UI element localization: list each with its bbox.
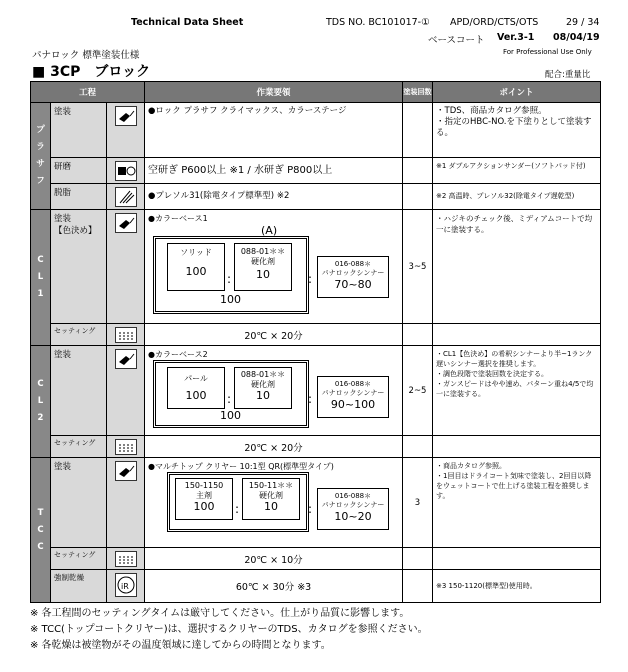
brand-spec: パナロック 標準塗装仕様 bbox=[32, 50, 140, 61]
cl1-setting-label: セッティング bbox=[51, 324, 107, 346]
section-tcc: TCC bbox=[31, 458, 51, 603]
cl2-total: 100 bbox=[220, 409, 242, 422]
tcc-mix-panel: ●マルチトップ クリヤー 10:1型 QR(標準型タイプ) 150-1150 主剤 100 : 150-11＊＊ 硬化剤 10 : 016-088＊ パナロックシンナー 10~20 bbox=[145, 458, 403, 548]
tcc-count: 3 bbox=[403, 458, 433, 548]
cl1-base-box: ソリッド 100 bbox=[167, 243, 225, 291]
cl2-work: ●カラーベース2 bbox=[148, 350, 208, 359]
tcc-work: ●マルチトップ クリヤー 10:1型 QR(標準型タイプ) bbox=[148, 462, 334, 471]
primer-spray-label: 塗装 bbox=[51, 103, 107, 158]
section-primer: プラサフ bbox=[31, 103, 51, 210]
primer-degrease-point: ※2 高温時、プレソル32(除電タイプ遅乾型) bbox=[433, 184, 601, 210]
spec-table bbox=[30, 81, 601, 603]
primer-sand-work: 空研ぎ P600以上 ※1 / 水研ぎ P800以上 bbox=[145, 158, 403, 184]
tcc-setting-work: 20℃ × 10分 bbox=[145, 548, 403, 570]
primer-spray-work: ●ロック プラサフ クライマックス、カラーステージ bbox=[145, 103, 403, 158]
cl1-group-label: (A) bbox=[261, 224, 278, 237]
version: Ver.3-1 bbox=[497, 32, 535, 43]
wipe-icon bbox=[107, 184, 145, 210]
cl1-hardener-box: 088-01＊＊ 硬化剤 10 bbox=[234, 243, 292, 291]
section-cl1: CL1 bbox=[31, 210, 51, 346]
tds-number: TDS NO. BC101017-① bbox=[326, 17, 430, 28]
cl2-setting-work: 20℃ × 20分 bbox=[145, 436, 403, 458]
col-count: 塗装回数 bbox=[403, 82, 433, 103]
cl2-thinner-box: 016-088＊ パナロックシンナー 90~100 bbox=[317, 376, 389, 418]
doc-code: APD/ORD/CTS/OTS bbox=[450, 17, 539, 28]
cl2-hardener-box: 088-01＊＊ 硬化剤 10 bbox=[234, 367, 292, 409]
cl1-total: 100 bbox=[220, 293, 242, 306]
tcc-spray-label: 塗装 bbox=[51, 458, 107, 548]
cl1-spray-label: 塗装 【色決め】 bbox=[51, 210, 107, 324]
date: 08/04/19 bbox=[553, 32, 600, 43]
spray-gun-icon bbox=[107, 103, 145, 158]
footnote-2: ※ TCC(トップコートクリヤー)は、選択するクリヤーのTDS、カタログを参照ください。 bbox=[30, 624, 428, 635]
cl1-work: ●カラーベース1 bbox=[148, 214, 208, 223]
footnote-3: ※ 各乾燥は被塗物がその温度領域に達してからの時間となります。 bbox=[30, 640, 331, 651]
pro-use-note: For Professional Use Only bbox=[503, 48, 592, 56]
cl2-base-box: パール 100 bbox=[167, 367, 225, 409]
ratio-note: 配合:重量比 bbox=[545, 70, 591, 80]
tcc-setting-label: セッティング bbox=[51, 548, 107, 570]
setting-icon bbox=[107, 324, 145, 346]
sander-icon bbox=[107, 158, 145, 184]
cl2-mix-panel: ●カラーベース2 パール 100 : 088-01＊＊ 硬化剤 10 100 : 016-088＊ パナロックシンナー 90~100 bbox=[145, 346, 403, 436]
cl1-count: 3~5 bbox=[403, 210, 433, 324]
primer-sand-point: ※1 ダブルアクションサンダー(ソフトパッド付) bbox=[433, 158, 601, 184]
tcc-thinner-box: 016-088＊ パナロックシンナー 10~20 bbox=[317, 488, 389, 530]
tcc-dry-work: 60℃ × 30分 ※3 bbox=[145, 570, 403, 603]
page-number: 29 / 34 bbox=[566, 17, 600, 28]
spray-gun-icon bbox=[107, 458, 145, 548]
tcc-point: ・商品カタログ参照。 ・1回目はドライコート気味で塗装し、2回目以降をウェットコートで仕上げる塗装工程を推奨します。 bbox=[433, 458, 601, 548]
infrared-dryer-icon bbox=[107, 570, 145, 603]
primer-spray-point: ・TDS、商品カタログ参照。 ・指定のHBC-NO.を下塗りとして塗装する。 bbox=[433, 103, 601, 158]
section-cl2: CL2 bbox=[31, 346, 51, 458]
spray-gun-icon bbox=[107, 210, 145, 324]
tcc-dry-point: ※3 150-1120(標準型)使用時。 bbox=[433, 570, 601, 603]
primer-degrease-label: 脱脂 bbox=[51, 184, 107, 210]
tcc-hardener-box: 150-11＊＊ 硬化剤 10 bbox=[242, 478, 300, 520]
section-title: ■ 3CP ブロック bbox=[32, 64, 151, 80]
cl2-setting-label: セッティング bbox=[51, 436, 107, 458]
setting-icon bbox=[107, 548, 145, 570]
primer-sand-label: 研磨 bbox=[51, 158, 107, 184]
spray-gun-icon bbox=[107, 346, 145, 436]
col-process: 工程 bbox=[31, 82, 145, 103]
svg-text:iR: iR bbox=[120, 582, 129, 591]
col-work: 作業要領 bbox=[145, 82, 403, 103]
cl2-point: ・CL1【色決め】の希釈シンナーより半~1ランク遅いシンナー選択を推奨します。 ・調色段階で塗装回数を決定する。 ・ガンスピードはやや速め、パターン重ね4/5で均一に塗装する。 bbox=[433, 346, 601, 436]
cl1-point: ・ハジキのチェック後、ミディアムコートで均一に塗装する。 bbox=[433, 210, 601, 324]
cl2-count: 2~5 bbox=[403, 346, 433, 436]
coat-type: ベースコート bbox=[428, 35, 485, 46]
doc-title: Technical Data Sheet bbox=[131, 17, 244, 28]
footnote-1: ※ 各工程間のセッティングタイムは厳守してください。仕上がり品質に影響します。 bbox=[30, 608, 410, 619]
col-point: ポイント bbox=[433, 82, 601, 103]
tcc-base-box: 150-1150 主剤 100 bbox=[175, 478, 233, 520]
primer-degrease-work: ●プレソル31(除電タイプ標準型) ※2 bbox=[145, 184, 403, 210]
tcc-dry-label: 強制乾燥 bbox=[51, 570, 107, 603]
setting-icon bbox=[107, 436, 145, 458]
cl1-thinner-box: 016-088＊ パナロックシンナー 70~80 bbox=[317, 256, 389, 298]
cl2-spray-label: 塗装 bbox=[51, 346, 107, 436]
cl1-mix-panel: ●カラーベース1 (A) ソリッド 100 : 088-01＊＊ 硬化剤 10 100 : 016-088＊ パナロックシンナー 70~80 bbox=[145, 210, 403, 324]
cl1-setting-work: 20℃ × 20分 bbox=[145, 324, 403, 346]
